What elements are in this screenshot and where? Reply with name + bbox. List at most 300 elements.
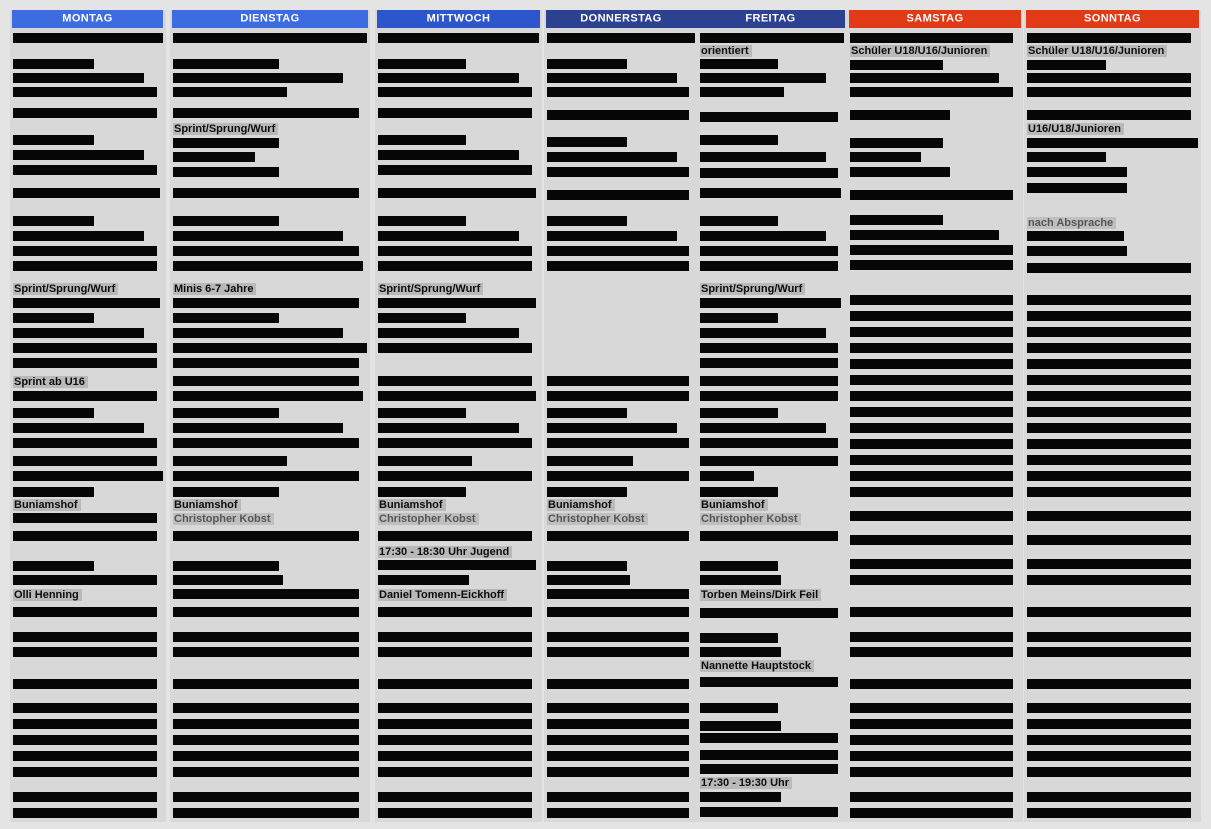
redacted-line xyxy=(378,647,532,657)
redacted-line xyxy=(700,231,826,241)
redacted-line xyxy=(547,73,677,83)
redacted-line xyxy=(850,751,1013,761)
redacted-line xyxy=(13,216,94,226)
redacted-line xyxy=(1027,511,1191,521)
redacted-line xyxy=(13,719,157,729)
redacted-line xyxy=(13,108,157,118)
redacted-line xyxy=(700,261,838,271)
redacted-line xyxy=(547,632,689,642)
redacted-line xyxy=(173,391,363,401)
day-column-montag xyxy=(10,10,166,822)
redacted-line xyxy=(13,33,163,43)
redacted-line xyxy=(1027,735,1191,745)
redacted-line xyxy=(378,188,536,198)
redacted-line xyxy=(547,376,689,386)
redacted-line xyxy=(547,735,689,745)
redacted-line xyxy=(1027,535,1191,545)
redacted-line xyxy=(378,73,519,83)
redacted-line xyxy=(700,376,838,386)
redacted-line xyxy=(173,792,359,802)
redacted-line xyxy=(173,328,343,338)
schedule-entry-text: Olli Henning xyxy=(13,589,82,601)
redacted-line xyxy=(1027,391,1191,401)
redacted-line xyxy=(13,487,94,497)
redacted-line xyxy=(547,751,689,761)
redacted-line xyxy=(547,471,689,481)
redacted-line xyxy=(700,73,826,83)
redacted-line xyxy=(13,679,157,689)
redacted-line xyxy=(850,439,1013,449)
redacted-line xyxy=(850,33,1013,43)
redacted-line xyxy=(173,531,359,541)
redacted-line xyxy=(173,313,279,323)
redacted-line xyxy=(13,471,163,481)
redacted-line xyxy=(1027,73,1191,83)
redacted-line xyxy=(850,703,1013,713)
redacted-line xyxy=(13,343,157,353)
redacted-line xyxy=(173,589,359,599)
redacted-line xyxy=(850,511,1013,521)
redacted-line xyxy=(700,408,778,418)
redacted-line xyxy=(547,87,689,97)
redacted-line xyxy=(1027,167,1127,177)
redacted-line xyxy=(13,135,94,145)
redacted-line xyxy=(700,633,778,643)
redacted-line xyxy=(850,735,1013,745)
redacted-line xyxy=(13,231,144,241)
schedule-entry-text: Christopher Kobst xyxy=(547,513,648,525)
redacted-line xyxy=(850,152,921,162)
redacted-line xyxy=(850,559,1013,569)
redacted-line xyxy=(547,261,689,271)
redacted-line xyxy=(13,165,157,175)
schedule-entry-text: Sprint/Sprung/Wurf xyxy=(173,123,278,135)
redacted-line xyxy=(13,313,94,323)
redacted-line xyxy=(13,513,157,523)
redacted-line xyxy=(13,751,157,761)
redacted-line xyxy=(850,423,1013,433)
redacted-line xyxy=(700,764,838,774)
redacted-line xyxy=(13,391,157,401)
schedule-entry-text: Buniamshof xyxy=(378,499,446,511)
redacted-line xyxy=(1027,375,1191,385)
redacted-line xyxy=(173,438,359,448)
redacted-line xyxy=(1027,60,1106,70)
redacted-line xyxy=(700,59,778,69)
schedule-entry-text: Christopher Kobst xyxy=(173,513,274,525)
redacted-line xyxy=(378,632,532,642)
redacted-line xyxy=(378,408,466,418)
day-header-label: DIENSTAG xyxy=(240,12,300,25)
redacted-line xyxy=(700,487,778,497)
day-header-freitag xyxy=(696,10,845,28)
redacted-line xyxy=(547,231,677,241)
redacted-line xyxy=(173,298,359,308)
redacted-line xyxy=(13,73,144,83)
redacted-line xyxy=(13,246,157,256)
redacted-line xyxy=(173,456,287,466)
redacted-line xyxy=(850,607,1013,617)
redacted-line xyxy=(173,487,279,497)
redacted-line xyxy=(378,328,519,338)
day-header-samstag xyxy=(849,10,1021,28)
redacted-line xyxy=(378,216,466,226)
redacted-line xyxy=(700,216,778,226)
redacted-line xyxy=(378,298,536,308)
redacted-line xyxy=(1027,751,1191,761)
redacted-line xyxy=(1027,343,1191,353)
redacted-line xyxy=(13,792,157,802)
redacted-line xyxy=(1027,246,1127,256)
redacted-line xyxy=(547,33,695,43)
redacted-line xyxy=(850,87,1013,97)
redacted-line xyxy=(547,190,689,200)
day-column-sonntag xyxy=(1024,10,1201,822)
redacted-line xyxy=(13,87,157,97)
redacted-line xyxy=(378,703,532,713)
redacted-line xyxy=(547,438,689,448)
schedule-entry-text: U16/U18/Junioren xyxy=(1027,123,1124,135)
redacted-line xyxy=(13,59,94,69)
redacted-line xyxy=(700,246,838,256)
redacted-line xyxy=(1027,471,1191,481)
redacted-line xyxy=(378,751,532,761)
redacted-line xyxy=(173,632,359,642)
day-header-montag xyxy=(12,10,163,28)
redacted-line xyxy=(1027,559,1191,569)
redacted-line xyxy=(1027,679,1191,689)
redacted-line xyxy=(173,575,283,585)
schedule-entry-text: Sprint/Sprung/Wurf xyxy=(378,283,483,295)
redacted-line xyxy=(13,423,144,433)
day-column-freitag xyxy=(697,10,847,822)
redacted-line xyxy=(378,231,519,241)
redacted-line xyxy=(13,767,157,777)
redacted-line xyxy=(700,807,838,817)
redacted-line xyxy=(173,152,255,162)
redacted-line xyxy=(173,343,367,353)
schedule-entry-text: Schüler U18/U16/Junioren xyxy=(1027,45,1167,57)
redacted-line xyxy=(13,408,94,418)
redacted-line xyxy=(1027,327,1191,337)
redacted-line xyxy=(547,216,627,226)
redacted-line xyxy=(1027,183,1127,193)
redacted-line xyxy=(378,487,466,497)
schedule-entry-text: Buniamshof xyxy=(547,499,615,511)
redacted-line xyxy=(700,343,838,353)
schedule-entry-text: Christopher Kobst xyxy=(700,513,801,525)
redacted-line xyxy=(850,73,999,83)
redacted-line xyxy=(850,575,1013,585)
redacted-line xyxy=(173,231,343,241)
schedule-entry-text: 17:30 - 18:30 Uhr Jugend xyxy=(378,546,512,558)
redacted-line xyxy=(700,721,781,731)
redacted-line xyxy=(173,33,367,43)
schedule-entry-text: Sprint/Sprung/Wurf xyxy=(13,283,118,295)
redacted-line xyxy=(378,313,466,323)
redacted-line xyxy=(547,792,689,802)
redacted-line xyxy=(1027,359,1191,369)
redacted-line xyxy=(173,423,343,433)
redacted-line xyxy=(850,407,1013,417)
redacted-line xyxy=(700,733,838,743)
redacted-line xyxy=(1027,33,1191,43)
redacted-line xyxy=(13,808,157,818)
redacted-line xyxy=(173,751,359,761)
redacted-line xyxy=(13,531,157,541)
redacted-line xyxy=(700,33,844,43)
redacted-line xyxy=(1027,647,1191,657)
redacted-line xyxy=(1027,455,1191,465)
redacted-line xyxy=(850,647,1013,657)
redacted-line xyxy=(700,703,778,713)
redacted-line xyxy=(700,188,841,198)
redacted-line xyxy=(547,719,689,729)
redacted-line xyxy=(1027,87,1191,97)
redacted-line xyxy=(850,632,1013,642)
redacted-line xyxy=(700,608,838,618)
redacted-line xyxy=(378,391,536,401)
redacted-line xyxy=(547,575,630,585)
redacted-line xyxy=(547,561,627,571)
redacted-line xyxy=(173,167,279,177)
redacted-line xyxy=(700,313,778,323)
redacted-line xyxy=(547,808,689,818)
redacted-line xyxy=(850,343,1013,353)
redacted-line xyxy=(1027,792,1191,802)
redacted-line xyxy=(547,647,689,657)
redacted-line xyxy=(700,423,826,433)
day-header-label: SONNTAG xyxy=(1084,12,1141,25)
redacted-line xyxy=(13,647,157,657)
day-header-label: DONNERSTAG xyxy=(580,12,662,25)
redacted-line xyxy=(378,376,532,386)
redacted-line xyxy=(547,531,689,541)
redacted-line xyxy=(850,767,1013,777)
schedule-entry-text: Sprint ab U16 xyxy=(13,376,88,388)
redacted-line xyxy=(1027,487,1191,497)
redacted-line xyxy=(850,295,1013,305)
redacted-line xyxy=(700,328,826,338)
redacted-line xyxy=(850,719,1013,729)
redacted-line xyxy=(850,375,1013,385)
redacted-line xyxy=(378,423,519,433)
redacted-line xyxy=(850,679,1013,689)
redacted-line xyxy=(378,808,532,818)
redacted-line xyxy=(700,456,838,466)
redacted-line xyxy=(547,59,627,69)
redacted-line xyxy=(547,589,689,599)
redacted-line xyxy=(547,246,689,256)
redacted-line xyxy=(13,456,157,466)
redacted-line xyxy=(547,167,689,177)
redacted-line xyxy=(700,135,778,145)
redacted-line xyxy=(700,647,781,657)
redacted-line xyxy=(547,607,689,617)
redacted-line xyxy=(547,391,689,401)
redacted-line xyxy=(850,391,1013,401)
day-header-label: MITTWOCH xyxy=(426,12,491,25)
redacted-line xyxy=(173,679,359,689)
redacted-line xyxy=(850,359,1013,369)
day-column-mittwoch xyxy=(375,10,542,822)
redacted-line xyxy=(378,456,472,466)
redacted-line xyxy=(173,703,359,713)
schedule-entry-text: 17:30 - 19:30 Uhr xyxy=(700,777,792,789)
redacted-line xyxy=(700,87,784,97)
redacted-line xyxy=(850,487,1013,497)
redacted-line xyxy=(173,719,359,729)
redacted-line xyxy=(850,138,943,148)
redacted-line xyxy=(547,110,689,120)
redacted-line xyxy=(547,456,633,466)
redacted-line xyxy=(547,408,627,418)
redacted-line xyxy=(700,152,826,162)
redacted-line xyxy=(378,261,532,271)
redacted-line xyxy=(173,767,359,777)
redacted-line xyxy=(850,167,950,177)
redacted-line xyxy=(850,792,1013,802)
redacted-line xyxy=(1027,311,1191,321)
redacted-line xyxy=(378,59,466,69)
redacted-line xyxy=(173,607,359,617)
redacted-line xyxy=(850,215,943,225)
redacted-line xyxy=(173,73,343,83)
redacted-line xyxy=(378,792,532,802)
redacted-line xyxy=(850,245,1013,255)
redacted-line xyxy=(547,679,689,689)
schedule-entry-text: nach Absprache xyxy=(1027,217,1116,229)
redacted-line xyxy=(13,188,160,198)
redacted-line xyxy=(1027,295,1191,305)
redacted-line xyxy=(378,767,532,777)
redacted-line xyxy=(700,561,778,571)
redacted-line xyxy=(378,246,532,256)
redacted-line xyxy=(378,108,532,118)
redacted-line xyxy=(850,260,1013,270)
redacted-line xyxy=(850,327,1013,337)
redacted-line xyxy=(13,703,157,713)
redacted-line xyxy=(1027,808,1191,818)
redacted-line xyxy=(378,87,532,97)
redacted-line xyxy=(700,391,838,401)
redacted-line xyxy=(173,138,279,148)
redacted-line xyxy=(850,110,950,120)
redacted-line xyxy=(378,575,469,585)
schedule-entry-text: Buniamshof xyxy=(13,499,81,511)
redacted-line xyxy=(13,735,157,745)
redacted-line xyxy=(850,230,999,240)
redacted-line xyxy=(547,487,627,497)
redacted-line xyxy=(1027,231,1124,241)
redacted-line xyxy=(1027,407,1191,417)
redacted-line xyxy=(378,560,536,570)
redacted-line xyxy=(1027,703,1191,713)
redacted-line xyxy=(13,561,94,571)
redacted-line xyxy=(173,647,359,657)
redacted-line xyxy=(173,108,359,118)
redacted-line xyxy=(378,607,532,617)
redacted-line xyxy=(1027,263,1191,273)
redacted-line xyxy=(700,358,838,368)
redacted-line xyxy=(173,561,279,571)
day-column-samstag xyxy=(847,10,1023,822)
redacted-line xyxy=(173,216,279,226)
redacted-line xyxy=(850,455,1013,465)
day-column-dienstag xyxy=(170,10,370,822)
redacted-line xyxy=(13,358,157,368)
redacted-line xyxy=(547,767,689,777)
redacted-line xyxy=(1027,152,1106,162)
redacted-line xyxy=(13,150,144,160)
redacted-line xyxy=(378,343,532,353)
redacted-line xyxy=(700,575,781,585)
redacted-line xyxy=(173,808,359,818)
redacted-line xyxy=(700,438,838,448)
redacted-line xyxy=(547,152,677,162)
redacted-line xyxy=(850,471,1013,481)
redacted-line xyxy=(700,298,841,308)
redacted-line xyxy=(13,261,157,271)
redacted-line xyxy=(547,703,689,713)
redacted-line xyxy=(378,165,532,175)
redacted-line xyxy=(378,735,532,745)
schedule-entry-text: Buniamshof xyxy=(173,499,241,511)
redacted-line xyxy=(1027,575,1191,585)
day-header-label: SAMSTAG xyxy=(906,12,964,25)
redacted-line xyxy=(1027,607,1191,617)
redacted-line xyxy=(173,246,359,256)
redacted-line xyxy=(1027,767,1191,777)
redacted-line xyxy=(173,261,363,271)
schedule-entry-text: Minis 6-7 Jahre xyxy=(173,283,256,295)
redacted-line xyxy=(1027,632,1191,642)
redacted-line xyxy=(173,735,359,745)
redacted-line xyxy=(13,438,157,448)
redacted-line xyxy=(173,408,279,418)
redacted-line xyxy=(850,60,943,70)
redacted-line xyxy=(173,376,359,386)
schedule-entry-text: Christopher Kobst xyxy=(378,513,479,525)
redacted-line xyxy=(700,792,781,802)
redacted-line xyxy=(700,168,838,178)
redacted-line xyxy=(700,531,838,541)
redacted-line xyxy=(378,438,532,448)
redacted-line xyxy=(700,471,754,481)
day-header-dienstag xyxy=(172,10,368,28)
day-header-donnerstag xyxy=(546,10,696,28)
schedule-entry-text: Buniamshof xyxy=(700,499,768,511)
redacted-line xyxy=(378,33,539,43)
redacted-line xyxy=(13,328,144,338)
redacted-line xyxy=(13,575,157,585)
redacted-line xyxy=(1027,423,1191,433)
redacted-line xyxy=(173,59,279,69)
redacted-line xyxy=(850,311,1013,321)
redacted-line xyxy=(173,358,359,368)
day-header-label: MONTAG xyxy=(62,12,113,25)
redacted-line xyxy=(13,607,157,617)
redacted-line xyxy=(850,190,1013,200)
redacted-line xyxy=(1027,439,1191,449)
schedule-entry-text: Torben Meins/Dirk Feil xyxy=(700,589,821,601)
redacted-line xyxy=(547,423,677,433)
redacted-line xyxy=(700,112,838,122)
day-column-donnerstag xyxy=(544,10,698,822)
redacted-line xyxy=(378,150,519,160)
redacted-line xyxy=(1027,138,1198,148)
redacted-line xyxy=(850,808,1013,818)
